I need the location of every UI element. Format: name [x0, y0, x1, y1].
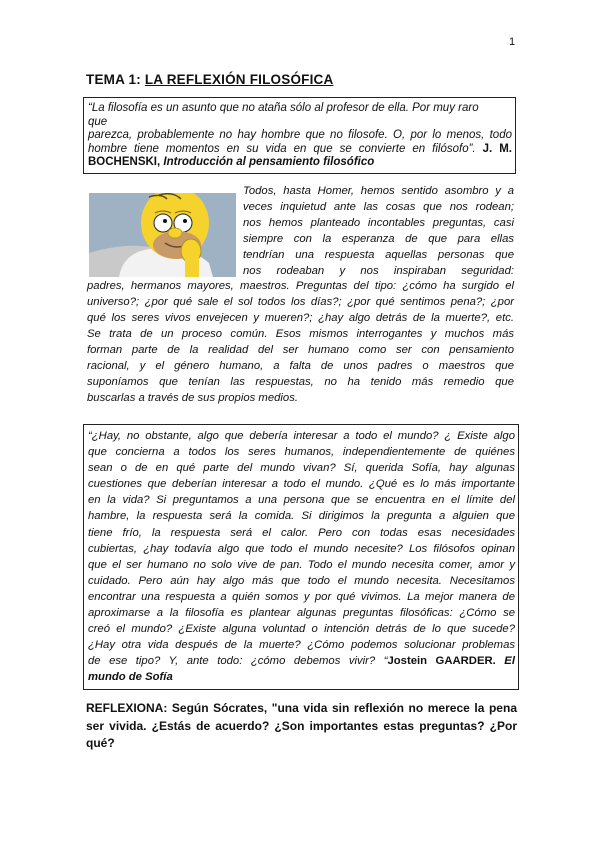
- quote2-line: en la vida? Si preguntamos a una persona que se encuentra en el límite del: [88, 494, 515, 507]
- quote1-line: que: [88, 115, 108, 128]
- quote2-line: tiene frío, la respuesta será el calor. Pero con todas esas necesidades: [88, 526, 515, 539]
- quote1-line: “La filosofía es un asunto que no ataña sólo al profesor de ella. Por muy raro: [88, 102, 479, 114]
- paragraph-line: padres, hermanos mayores, maestros. Preguntas del tipo: ¿cómo ha surgido el: [87, 280, 514, 293]
- quote2-line: [88, 669, 515, 685]
- quote1-author-start: J. M.: [482, 142, 512, 155]
- paragraph-line: nos hemos planteado incontables preguntas, casi: [243, 216, 514, 229]
- quote2-line: cuestiones que deberían interesar a todo el mundo. ¿Qué es lo más importante: [88, 478, 515, 491]
- quote2-line: cuidado. Pero aún hay algo más que todo el mundo necesita. Necesitamos: [88, 574, 515, 587]
- paragraph-line: tendrían una respuesta aquellas personas que: [243, 248, 514, 261]
- quote1-line: [88, 143, 512, 157]
- quote1-text: hombre tiene momentos en su vida en que se convierte en filósofo”.: [88, 142, 483, 155]
- paragraph-line: veces inquietud ante las cosas que nos rodean;: [243, 200, 514, 213]
- quote1-line: [88, 129, 512, 143]
- quote2-line: hambre, la respuesta será la comida. Si dirigimos la pregunta a alguien que: [88, 510, 515, 523]
- quote2-line: [88, 653, 515, 669]
- quote2-text: de ese tipo? Y, ante todo: ¿cómo debemos vivir? “: [88, 655, 388, 668]
- quote1-book: Introducción al pensamiento filosófico: [163, 156, 375, 168]
- paragraph-line: forman parte de la realidad del ser humano como ser con pensamiento: [87, 344, 514, 357]
- quote1-author: BOCHENSKI,: [88, 156, 164, 168]
- paragraph-line: Todos, hasta Homer, hemos sentido asombro y a: [243, 185, 514, 197]
- paragraph-line: Se trata de un proceso común. Esos mismos interrogantes y muchos más: [87, 328, 514, 341]
- quote2-line: que el ser humano no solo vive de pan. Todo el mundo necesita comer, amor y: [88, 558, 515, 571]
- page-title: [86, 72, 333, 87]
- reflexiona-line: qué?: [86, 736, 115, 750]
- reflexiona-prompt: [86, 700, 517, 753]
- paragraph-line: buscarlas a través de sus propios medios.: [87, 391, 298, 404]
- quote-box-bochenski: [83, 97, 516, 174]
- paragraph-line: qué los seres vivos envejecen y mueren?; ¿hay algo detrás de la muerte?, etc.: [87, 312, 514, 325]
- paragraph-line: siempre con la esperanza de que para ellas: [243, 232, 514, 245]
- quote2-line: encontrar una respuesta a quién somos y por qué vivimos. La mejor manera de: [88, 590, 515, 603]
- paragraph-line: nos rodeaban y nos inspiraban seguridad:: [243, 264, 514, 277]
- quote2-line: sean o de en qué parte del mundo vivan? Sí, querida Sofía, hay algunas: [88, 462, 515, 475]
- quote2-line: aproximarse a la filosofía es plantear algunas preguntas filosóficas: ¿Cómo se: [88, 607, 515, 620]
- paragraph-line: racional, y el género humano, a falta de unos padres o maestros que: [87, 359, 514, 372]
- quote2-line: “¿Hay, no obstante, algo que debería interesar a todo el mundo? ¿ Existe algo: [88, 430, 515, 442]
- quote2-book: mundo de Sofía: [88, 671, 173, 684]
- title-prefix: TEMA 1:: [86, 72, 145, 87]
- paragraph-line: universo?; ¿por qué sale el sol todos los días?; ¿por qué sentimos pena?; ¿por: [87, 296, 514, 309]
- intro-paragraph: [87, 184, 514, 407]
- title-main: LA REFLEXIÓN FILOSÓFICA: [144, 72, 334, 87]
- quote2-line: cubiertas, ¿hay todavía algo que todo el mundo necesite? Los filósofos opinan: [88, 542, 515, 555]
- paragraph-line: suponíamos que tenían las respuestas, no ha tenido más remedio que: [87, 375, 514, 388]
- page-number: 1: [509, 36, 516, 48]
- reflexiona-line: REFLEXIONA: Según Sócrates, "una vida sin reflexión no merece la pena: [86, 701, 517, 715]
- quote2-book-start: El: [504, 655, 515, 668]
- quote2-line: que concierna a todos los seres humanos, independientemente de quiénes: [88, 446, 515, 459]
- quote2-author: Jostein GAARDER.: [387, 655, 505, 668]
- quote-box-gaarder: [83, 424, 519, 690]
- quote2-line: ¿Hay otra vida después de la muerte? ¿Cómo podemos solucionar problemas: [88, 639, 515, 652]
- quote1-text: parezca, probablemente no hay hombre que no filosofe. O, por lo menos, todo: [88, 129, 512, 141]
- reflexiona-line: ser vivida. ¿Estás de acuerdo? ¿Son importantes estas preguntas? ¿Por: [86, 718, 517, 733]
- quote1-line: [88, 156, 512, 170]
- quote2-line: creó el mundo? ¿Existe alguna voluntad o intención detrás de lo que sucede?: [88, 623, 515, 636]
